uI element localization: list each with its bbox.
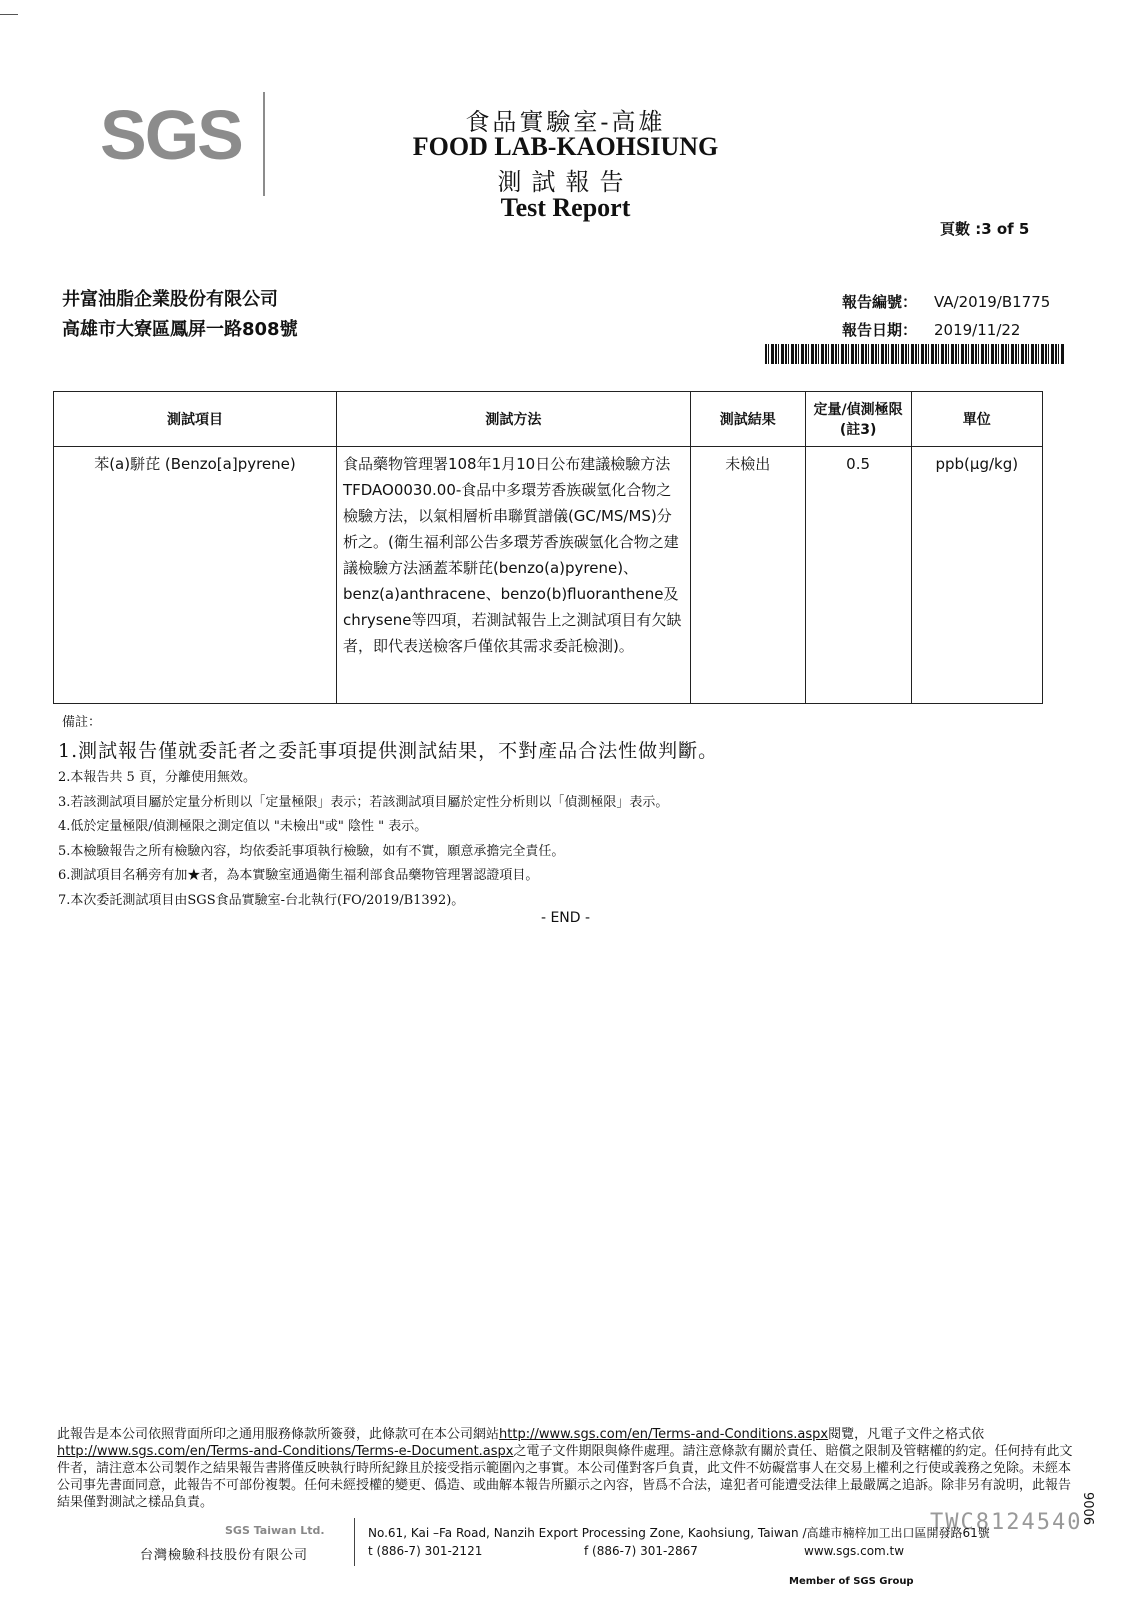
client-name: 井富油脂企業股份有限公司	[62, 289, 278, 310]
note-item: 5.本檢驗報告之所有檢驗內容，均依委託事項執行檢驗，如有不實，願意承擔完全責任。	[58, 843, 565, 859]
footer-phone: t (886-7) 301-2121	[368, 1544, 483, 1558]
client-address: 高雄市大寮區鳳屏一路808號	[62, 319, 298, 340]
cell-item: 苯(a)駢芘 (Benzo[a]pyrene)	[54, 447, 337, 704]
end-marker: - END -	[540, 910, 591, 926]
disclaimer-text: 閱覽，凡電子文件之格式依	[828, 1427, 985, 1442]
twc-code: TWC8124540	[930, 1510, 1083, 1535]
notes-title: 備註：	[62, 715, 102, 730]
cell-limit: 0.5	[805, 447, 911, 704]
header-test-item: 測試項目	[54, 392, 337, 447]
member-of-sgs: Member of SGS Group	[789, 1576, 914, 1587]
table-row	[54, 447, 1043, 704]
cell-method: 食品藥物管理署108年1月10日公布建議檢驗方法TFDAO0030.00-食品中多環芳香族碳氫化合物之檢驗方法，以氣相層析串聯質譜儀(GC/MS/MS)分析之。(衛生福利部公告多環芳香族碳氫化合物之建議檢驗方法涵蓋苯駢芘(benzo(a)pyrene)、benz(a)anthracene、benzo(b)fluoranthene及chrysene等四項，若測試報告上之測試項目有欠缺者，即代表送檢客戶僅依其需求委託檢測)。	[336, 447, 690, 704]
e-document-link[interactable]: http://www.sgs.com/en/Terms-and-Conditions/Terms-e-Document.aspx	[57, 1444, 514, 1459]
disclaimer-text: 之電子文件期限與條件處理。請注意條款有關於責任、賠償之限制及管轄權的約定。任何持有此文件者，請注意本公司製作之結果報告書將僅反映執行時所紀錄且於接受指示範圍內之事實。本公司僅對客戶負責，此文件不妨礙當事人在交易上權利之行使或義務之免除。未經本公司事先書面同意，此報告不可部份複製。任何未經授權的變更、僞造、或曲解本報告所顯示之內容，皆爲不合法，違犯者可能遭受法律上最嚴厲之追訴。除非另有說明，此報告結果僅對測試之樣品負責。	[57, 1444, 1073, 1510]
corner-mark	[0, 14, 18, 15]
page-count: 頁數 :3 of 5	[940, 220, 1030, 238]
header-unit: 單位	[911, 392, 1042, 447]
lab-title-cn: 食品實驗室-高雄	[465, 108, 666, 136]
cell-unit: ppb(μg/kg)	[911, 447, 1042, 704]
client-block	[62, 285, 298, 345]
sgs-logo: SGS	[100, 96, 242, 174]
header-limit: 定量/偵測極限(註3)	[805, 392, 911, 447]
note-item: 7.本次委託測試項目由SGS食品實驗室-台北執行(FO/2019/B1392)。	[58, 892, 465, 908]
disclaimer	[57, 1426, 1073, 1511]
header-test-method: 測試方法	[336, 392, 690, 447]
table-header-row	[54, 392, 1043, 447]
cell-result: 未檢出	[690, 447, 805, 704]
results-table	[53, 391, 1043, 704]
terms-link[interactable]: http://www.sgs.com/en/Terms-and-Conditions.aspx	[499, 1427, 829, 1442]
footer-website[interactable]: www.sgs.com.tw	[804, 1544, 905, 1558]
report-no-label: 報告編號：	[842, 293, 918, 311]
footer-fax: f (886-7) 301-2867	[584, 1544, 698, 1558]
note-item: 3.若該測試項目屬於定量分析則以「定量極限」表示；若該測試項目屬於定性分析則以「偵測極限」表示。	[58, 794, 669, 810]
lab-title-en: FOOD LAB-KAOHSIUNG	[412, 132, 719, 161]
report-date-value: 2019/11/22	[934, 321, 1021, 339]
note-item: 6.測試項目名稱旁有加★者，為本實驗室通過衛生福利部食品藥物管理署認證項目。	[58, 868, 539, 883]
note-item: 1.測試報告僅就委託者之委託事項提供測試結果，不對產品合法性做判斷。	[58, 740, 719, 762]
report-no-value: VA/2019/B1775	[934, 293, 1051, 311]
disclaimer-text: 此報告是本公司依照背面所印之通用服務條款所簽發，此條款可在本公司網站	[57, 1427, 500, 1442]
footer-address: No.61, Kai –Fa Road, Nanzih Export Processing Zone, Kaohsiung, Taiwan /高雄市楠梓加工出口區開發路61號	[368, 1526, 990, 1540]
footer-divider	[354, 1518, 355, 1566]
report-title-en: Test Report	[500, 193, 631, 222]
report-meta	[842, 288, 1050, 344]
header-test-result: 測試結果	[690, 392, 805, 447]
report-title-cn: 測試報告	[497, 168, 634, 196]
footer-company-en: SGS Taiwan Ltd.	[225, 1524, 325, 1537]
side-code: 9006	[1080, 1492, 1095, 1526]
barcode	[765, 344, 1065, 364]
note-item: 4.低於定量極限/偵測極限之測定值以 "未檢出"或" 陰性 " 表示。	[58, 819, 428, 834]
notes-list	[58, 736, 718, 913]
note-item: 2.本報告共 5 頁，分離使用無效。	[58, 770, 256, 785]
footer-company-cn: 台灣檢驗科技股份有限公司	[140, 1548, 309, 1563]
report-date-label: 報告日期：	[842, 321, 918, 339]
